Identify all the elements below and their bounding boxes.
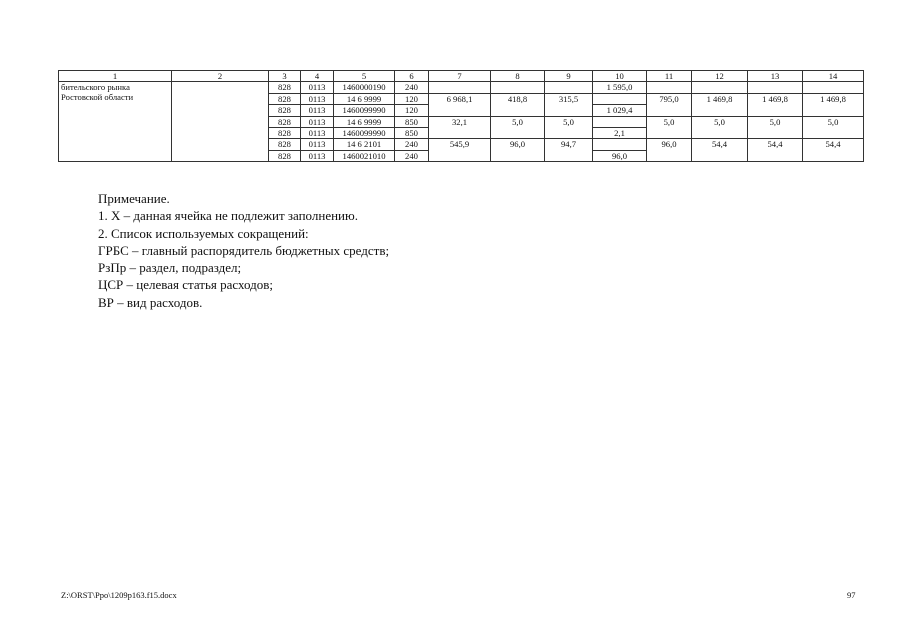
note-line: 1. Х – данная ячейка не подлежит заполнению. xyxy=(98,208,358,224)
value-cell: 5,0 xyxy=(545,116,593,139)
value-cell: 94,7 xyxy=(545,139,593,162)
value-cell: 54,4 xyxy=(748,139,803,162)
value-cell xyxy=(803,82,864,93)
grbs-cell: 828 xyxy=(269,105,301,116)
value-cell: 5,0 xyxy=(647,116,692,139)
value-cell: 32,1 xyxy=(429,116,491,139)
csr-cell: 1460021010 xyxy=(334,150,395,161)
value-cell: 54,4 xyxy=(692,139,748,162)
responsible-cell xyxy=(172,82,269,162)
header-cell: 6 xyxy=(395,71,429,82)
note-line: 2. Список используемых сокращений: xyxy=(98,225,309,241)
value-cell: 1 029,4 xyxy=(593,105,647,116)
value-cell: 795,0 xyxy=(647,93,692,116)
note-line: ГРБС – главный распорядитель бюджетных средств; xyxy=(98,242,390,258)
header-cell: 13 xyxy=(748,71,803,82)
csr-cell: 14 6 9999 xyxy=(334,116,395,127)
header-cell: 11 xyxy=(647,71,692,82)
vr-cell: 120 xyxy=(395,105,429,116)
header-cell: 3 xyxy=(269,71,301,82)
grbs-cell: 828 xyxy=(269,93,301,104)
value-cell: 2,1 xyxy=(593,127,647,138)
value-cell xyxy=(429,82,491,93)
value-cell: 315,5 xyxy=(545,93,593,116)
rzpr-cell: 0113 xyxy=(301,82,334,93)
rzpr-cell: 0113 xyxy=(301,127,334,138)
rzpr-cell: 0113 xyxy=(301,93,334,104)
page-number: 97 xyxy=(847,590,856,600)
header-cell: 9 xyxy=(545,71,593,82)
value-cell xyxy=(491,82,545,93)
value-cell: 418,8 xyxy=(491,93,545,116)
vr-cell: 240 xyxy=(395,150,429,161)
rzpr-cell: 0113 xyxy=(301,116,334,127)
value-cell: 1 595,0 xyxy=(593,82,647,93)
rzpr-cell: 0113 xyxy=(301,150,334,161)
value-cell: 1 469,8 xyxy=(692,93,748,116)
vr-cell: 850 xyxy=(395,127,429,138)
grbs-cell: 828 xyxy=(269,150,301,161)
program-name-cell xyxy=(59,82,172,162)
header-cell: 10 xyxy=(593,71,647,82)
value-cell: 545,9 xyxy=(429,139,491,162)
note-line: ЦСР – целевая статья расходов; xyxy=(98,277,273,293)
header-cell: 1 xyxy=(59,71,172,82)
vr-cell: 240 xyxy=(395,82,429,93)
table-row xyxy=(59,82,864,93)
grbs-cell: 828 xyxy=(269,127,301,138)
value-cell: 54,4 xyxy=(803,139,864,162)
header-cell: 5 xyxy=(334,71,395,82)
header-cell: 8 xyxy=(491,71,545,82)
vr-cell: 120 xyxy=(395,93,429,104)
grbs-cell: 828 xyxy=(269,139,301,150)
notes-block xyxy=(98,190,389,311)
program-name-line: бительского рынка xyxy=(61,82,130,93)
value-cell: 96,0 xyxy=(593,150,647,161)
header-cell: 2 xyxy=(172,71,269,82)
header-row xyxy=(59,71,864,82)
csr-cell: 14 6 9999 xyxy=(334,93,395,104)
value-cell: 96,0 xyxy=(491,139,545,162)
header-cell: 4 xyxy=(301,71,334,82)
rzpr-cell: 0113 xyxy=(301,105,334,116)
value-cell: 5,0 xyxy=(692,116,748,139)
vr-cell: 240 xyxy=(395,139,429,150)
csr-cell: 1460099990 xyxy=(334,105,395,116)
footer-file-path: Z:\ORST\Ppo\1209p163.f15.docx xyxy=(61,590,177,600)
value-cell: 5,0 xyxy=(491,116,545,139)
value-cell: 1 469,8 xyxy=(803,93,864,116)
value-cell xyxy=(748,82,803,93)
value-cell: 5,0 xyxy=(748,116,803,139)
value-cell: 1 469,8 xyxy=(748,93,803,116)
vr-cell: 850 xyxy=(395,116,429,127)
value-cell: 6 968,1 xyxy=(429,93,491,116)
note-line: РзПр – раздел, подраздел; xyxy=(98,260,242,276)
header-cell: 12 xyxy=(692,71,748,82)
header-cell: 14 xyxy=(803,71,864,82)
value-cell: 5,0 xyxy=(803,116,864,139)
program-name-line: Ростовской области xyxy=(61,92,134,103)
notes-title: Примечание. xyxy=(98,191,170,206)
value-cell xyxy=(692,82,748,93)
header-cell: 7 xyxy=(429,71,491,82)
value-cell xyxy=(545,82,593,93)
value-cell xyxy=(593,93,647,104)
budget-table xyxy=(58,70,864,162)
csr-cell: 1460099990 xyxy=(334,127,395,138)
value-cell xyxy=(593,116,647,127)
rzpr-cell: 0113 xyxy=(301,139,334,150)
grbs-cell: 828 xyxy=(269,116,301,127)
value-cell xyxy=(647,82,692,93)
csr-cell: 14 6 2101 xyxy=(334,139,395,150)
note-line: ВР – вид расходов. xyxy=(98,294,203,310)
value-cell xyxy=(593,139,647,150)
value-cell: 96,0 xyxy=(647,139,692,162)
grbs-cell: 828 xyxy=(269,82,301,93)
csr-cell: 1460000190 xyxy=(334,82,395,93)
